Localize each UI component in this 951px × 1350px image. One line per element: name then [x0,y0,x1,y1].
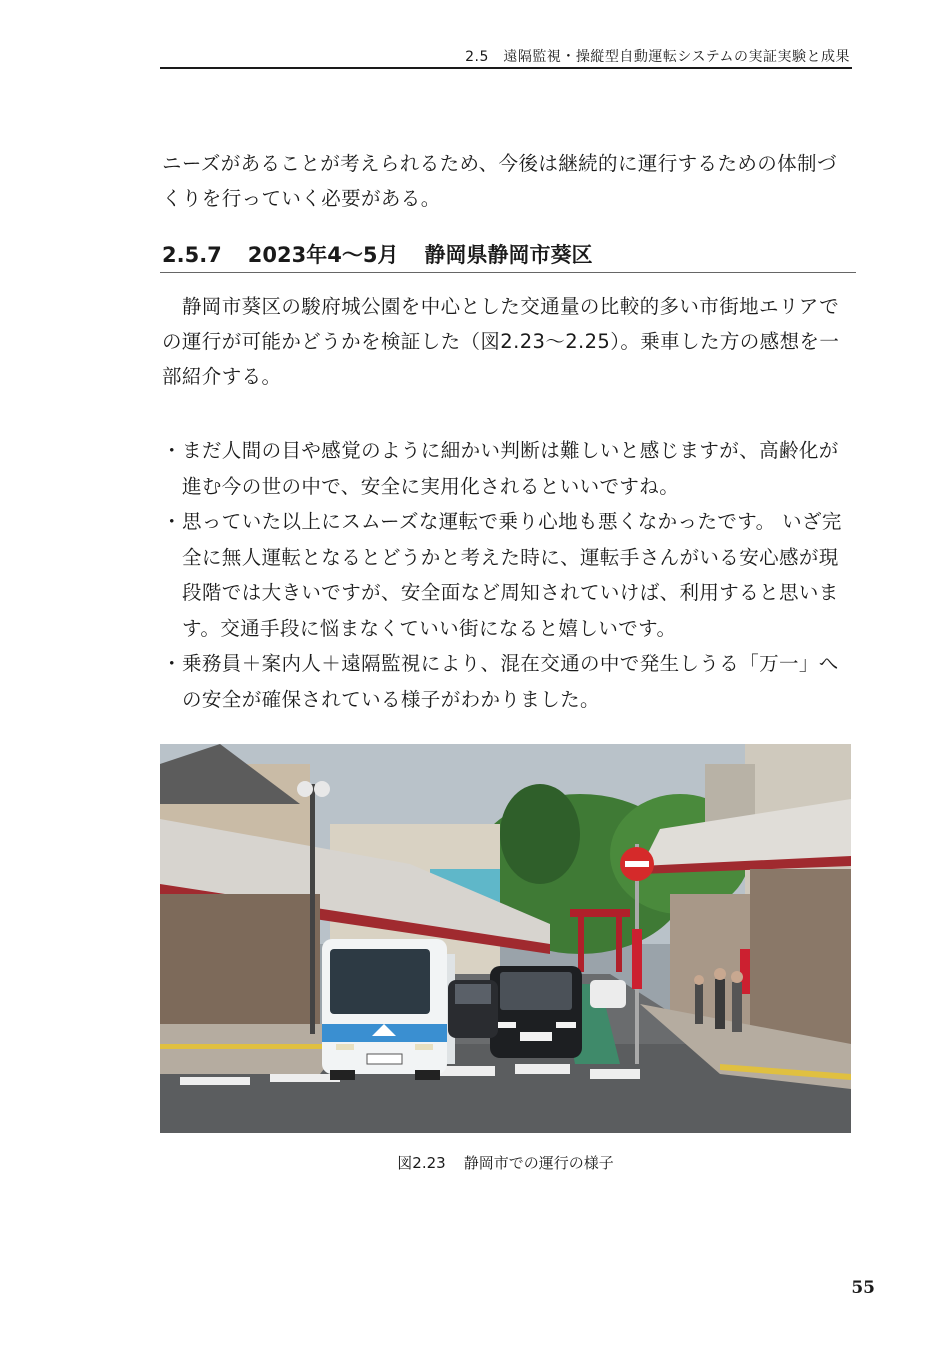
section-heading [162,240,852,270]
heading-rule [160,272,856,273]
list-item [162,646,852,717]
figure-caption-text: 静岡市での運行の様子 [463,1154,614,1172]
list-item [162,433,852,504]
street-scene-illustration [160,744,851,1133]
body-paragraph: 静岡市葵区の駿府城公園を中心とした交通量の比較的多い市街地エリアでの運行が可能かどうかを検証した（図2.23～2.25）。乗車した方の感想を一部紹介する。 [162,295,840,388]
comment-text: 思っていた以上にスムーズな運転で乗り心地も悪くなかったです。 いざ完全に無人運転となるとどうかと考えた時に、運転手さんがいる安心感が現段階では大きいですが、安全面など周知されていけば、利用すると思います。交通手段に悩まなくていい街になると嬉しいです。 [182,510,842,640]
page-number: 55 [851,1278,875,1298]
street-photo [160,744,851,1133]
figure-number: 図2.23 [397,1154,446,1172]
comment-list [162,433,852,717]
bullet-marker: ・ [162,652,182,675]
section-place: 静岡県静岡市葵区 [424,243,593,267]
section-number: 2.5.7 [162,243,222,267]
comment-text: 乗務員＋案内人＋遠隔監視により、混在交通の中で発生しうる「万一」への安全が確保されている様子がわかりました。 [182,652,839,711]
figure-caption [160,1152,851,1173]
bullet-marker: ・ [162,510,182,533]
intro-paragraph: ニーズがあることが考えられるため、今後は継続的に運行するための体制づくりを行っていく必要がある。 [162,152,837,210]
header-rule [160,67,852,69]
list-item [162,504,852,646]
bullet-marker: ・ [162,439,182,462]
running-header: 2.5 遠隔監視・操縦型自動運転システムの実証実験と成果 [465,49,850,65]
comment-text: まだ人間の目や感覚のように細かい判断は難しいと感じますが、高齢化が進む今の世の中で、安全に実用化されるといいですね。 [182,439,839,498]
section-date: 2023年4～5月 [247,243,399,267]
